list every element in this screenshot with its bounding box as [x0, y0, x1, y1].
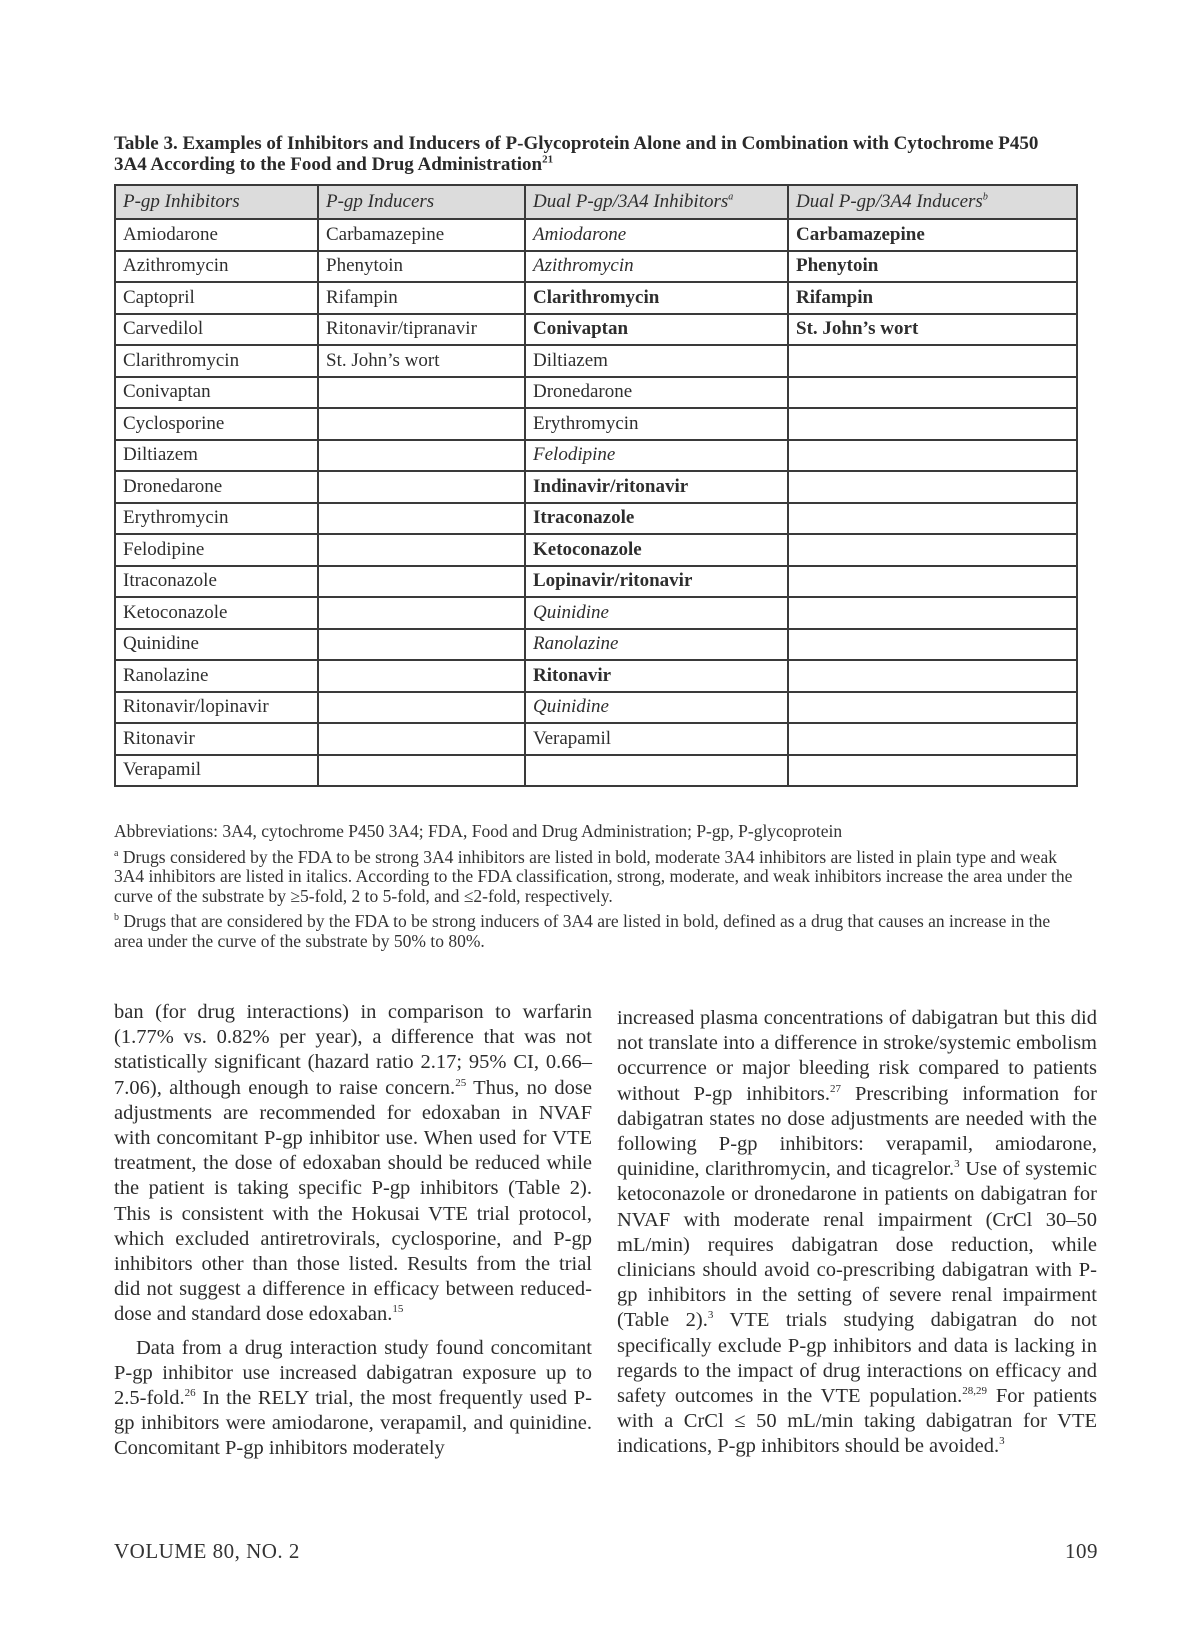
citation-ref: 26 [184, 1387, 196, 1400]
table-cell: Lopinavir/ritonavir [525, 566, 788, 598]
table-cell [788, 440, 1077, 472]
table-cell [318, 692, 525, 724]
citation-ref: 3 [954, 1158, 960, 1171]
table-row [115, 629, 1077, 661]
table-cell [788, 408, 1077, 440]
table-cell: Quinidine [525, 692, 788, 724]
table-cell: Azithromycin [525, 251, 788, 283]
table-cell [318, 534, 525, 566]
table-cell: Azithromycin [115, 251, 318, 283]
header-footnote-mark: a [728, 191, 734, 203]
body-text: For patients with a CrCl ≤ 50 mL/min taking dabigatran for VTE indications, P-gp inhibitors should be avoided. [617, 1385, 1097, 1458]
body-text: Use of systemic ketoconazole or dronedarone in patients on dabigatran for NVAF with moderate renal impairment (CrCl 30–50 mL/min) requires dabigatran dose reduction, while clinicians should avoid co-prescribing dabigatran with P-gp inhibitors in the setting of severe renal impairment (Table 2). [617, 1158, 1098, 1332]
table-cell: Verapamil [115, 755, 318, 787]
body-column-left [114, 1000, 592, 1462]
body-text: Data from a drug interaction study found concomitant P-gp inhibitor use increased dabigatran exposure up to 2.5-fold. [114, 1336, 592, 1410]
header-label: Dual P-gp/3A4 Inhibitors [533, 191, 729, 212]
table-cell [318, 629, 525, 661]
table-cell [788, 534, 1077, 566]
table-cell: Diltiazem [115, 440, 318, 472]
body-text: VTE trials studying dabigatran do not specifically exclude P-gp inhibitors and data is lacking in regards to the impact of drug interactions on efficacy and safety outcomes in the VTE population. [617, 1309, 1097, 1408]
table-cell [788, 345, 1077, 377]
table-cell: Captopril [115, 282, 318, 314]
table-cell: Quinidine [525, 597, 788, 629]
table-cell [788, 377, 1077, 409]
citation-ref: 15 [392, 1303, 404, 1316]
table-cell: Carbamazepine [318, 219, 525, 251]
table-cell: Felodipine [115, 534, 318, 566]
table-cell: Carbamazepine [788, 219, 1077, 251]
table-cell: Conivaptan [525, 314, 788, 346]
table-cell: Ritonavir [525, 660, 788, 692]
table-cell: Phenytoin [788, 251, 1077, 283]
table-cell: St. John’s wort [788, 314, 1077, 346]
table-row [115, 566, 1077, 598]
table-cell: Amiodarone [525, 219, 788, 251]
body-text: ban (for drug interactions) in comparison to warfarin (1.77% vs. 0.82% per year), a difference that was not statistically significant (hazard ratio 2.17; 95% CI, 0.66–7.06), although enough to raise concern. [114, 1001, 592, 1099]
table-row [115, 503, 1077, 535]
table-cell [525, 755, 788, 787]
table-caption-text: Table 3. Examples of Inhibitors and Inducers of P-Glycoprotein Alone and in Combination with Cytochrome P450 3A4 According to the Food and Drug Administration [114, 133, 1039, 175]
table-row [115, 408, 1077, 440]
table-cell: St. John’s wort [318, 345, 525, 377]
table-cell [318, 566, 525, 598]
citation-ref: 3 [707, 1309, 714, 1322]
abbreviations: Abbreviations: 3A4, cytochrome P450 3A4; FDA, Food and Drug Administration; P-gp, P-glycoprotein [114, 821, 843, 841]
table-row [115, 471, 1077, 503]
table-row [115, 377, 1077, 409]
table-cell [788, 660, 1077, 692]
citation-ref: 25 [455, 1076, 467, 1089]
header-label: P-gp Inducers [326, 191, 435, 212]
table-row [115, 251, 1077, 283]
header-pgp-inducers [318, 185, 525, 219]
table-cell: Amiodarone [115, 219, 318, 251]
citation-ref: 27 [830, 1082, 842, 1095]
footnote-a [114, 848, 1076, 907]
table-cell: Ritonavir/tipranavir [318, 314, 525, 346]
body-text: Prescribing information for dabigatran states no dose adjustments are needed with the following P-gp inhibitors: verapamil, amiodarone, quinidine, clarithromycin, and ticagrelor. [617, 1082, 1097, 1181]
header-label: Dual P-gp/3A4 Inducers [796, 191, 983, 212]
table-cell [318, 755, 525, 787]
table-cell [788, 692, 1077, 724]
table-cell [788, 723, 1077, 755]
table-cell: Indinavir/ritonavir [525, 471, 788, 503]
drug-table [114, 184, 1078, 787]
table-row [115, 219, 1077, 251]
table-cell: Verapamil [525, 723, 788, 755]
table-cell: Ketoconazole [525, 534, 788, 566]
header-label: P-gp Inhibitors [123, 191, 240, 212]
table-cell [318, 377, 525, 409]
body-paragraph [114, 1000, 592, 1328]
table-header-row [115, 185, 1077, 219]
table-cell: Rifampin [318, 282, 525, 314]
table-cell [318, 660, 525, 692]
table-cell [318, 723, 525, 755]
table-row [115, 723, 1077, 755]
table-cell [788, 503, 1077, 535]
table-row [115, 345, 1077, 377]
table-cell: Ketoconazole [115, 597, 318, 629]
body-text: Thus, no dose adjustments are recommended for edoxaban in NVAF with concomitant P-gp inhibitor use. When used for VTE treatment, the dose of edoxaban should be reduced while the patient is taking specific P-gp inhibitors (Table 2). This is consistent with the Hokusai VTE trial protocol, which excluded antiretrovirals, cyclosporine, and P-gp inhibitors other than those listed. Results from the trial did not suggest a difference in efficacy between reduced-dose and standard dose edoxaban. [114, 1076, 592, 1326]
table-cell: Ritonavir [115, 723, 318, 755]
body-paragraph [617, 1006, 1097, 1460]
table-cell: Conivaptan [115, 377, 318, 409]
footnote-a-text: Drugs considered by the FDA to be strong 3A4 inhibitors are listed in bold, moderate 3A4 inhibitors are listed in plain type and weak 3A4 inhibitors are listed in italics. According to the FDA classification, strong, moderate, and weak inhibitors increase the area under the curve of the substrate by ≥5-fold, 2 to 5-fold, and ≤2-fold, respectively. [114, 846, 1073, 906]
table-cell: Itraconazole [525, 503, 788, 535]
body-column-right [617, 1006, 1097, 1460]
page-number: 109 [1065, 1539, 1098, 1563]
footer-journal: VOLUME 80, NO. 2 [114, 1539, 300, 1563]
footnote-b-mark: b [114, 912, 119, 924]
table-row [115, 314, 1077, 346]
table-cell: Cyclosporine [115, 408, 318, 440]
footnote-b [114, 912, 1076, 951]
body-paragraph [114, 1336, 592, 1462]
footnote-b-text: Drugs that are considered by the FDA to be strong inducers of 3A4 are listed in bold, defined as a drug that causes an increase in the area under the curve of the substrate by 50% to 80%. [114, 911, 1051, 951]
table-cell: Erythromycin [525, 408, 788, 440]
table-cell: Clarithromycin [525, 282, 788, 314]
citation-ref: 28,29 [962, 1385, 987, 1398]
footnote-a-mark: a [114, 847, 119, 859]
table-body [115, 219, 1077, 786]
table-cell: Quinidine [115, 629, 318, 661]
table-cell: Ranolazine [525, 629, 788, 661]
table-cell: Clarithromycin [115, 345, 318, 377]
header-dual-inducers [788, 185, 1077, 219]
table-cell [318, 440, 525, 472]
table-cell: Phenytoin [318, 251, 525, 283]
table-cell [318, 503, 525, 535]
table-cell: Dronedarone [115, 471, 318, 503]
table-row [115, 597, 1077, 629]
table-cell [788, 471, 1077, 503]
table-cell: Felodipine [525, 440, 788, 472]
table-caption [114, 133, 1074, 175]
header-footnote-mark: b [982, 191, 988, 203]
table-notes [114, 822, 1076, 957]
header-pgp-inhibitors [115, 185, 318, 219]
table-cell: Itraconazole [115, 566, 318, 598]
table-cell: Rifampin [788, 282, 1077, 314]
table-row [115, 440, 1077, 472]
table-cell: Diltiazem [525, 345, 788, 377]
table-cell: Ritonavir/lopinavir [115, 692, 318, 724]
table-cell [318, 471, 525, 503]
table-row [115, 534, 1077, 566]
table-caption-ref: 21 [542, 153, 554, 166]
table-cell [788, 566, 1077, 598]
table-cell: Carvedilol [115, 314, 318, 346]
table-cell [318, 408, 525, 440]
table-cell: Erythromycin [115, 503, 318, 535]
citation-ref: 3 [999, 1435, 1005, 1448]
table-cell [318, 597, 525, 629]
table-cell [788, 597, 1077, 629]
table-row [115, 692, 1077, 724]
header-dual-inhibitors [525, 185, 788, 219]
table-row [115, 282, 1077, 314]
table-row [115, 755, 1077, 787]
table-cell [788, 755, 1077, 787]
table-cell: Dronedarone [525, 377, 788, 409]
table-row [115, 660, 1077, 692]
table-cell: Ranolazine [115, 660, 318, 692]
body-text: In the RELY trial, the most frequently used P-gp inhibitors were amiodarone, verapamil, and quinidine. Concomitant P-gp inhibitors moderately [114, 1387, 592, 1460]
table-cell [788, 629, 1077, 661]
body-text: increased plasma concentrations of dabigatran but this did not translate into a difference in stroke/systemic embolism occurrence or major bleeding risk compared to patients without P-gp inhibitors. [617, 1007, 1097, 1105]
